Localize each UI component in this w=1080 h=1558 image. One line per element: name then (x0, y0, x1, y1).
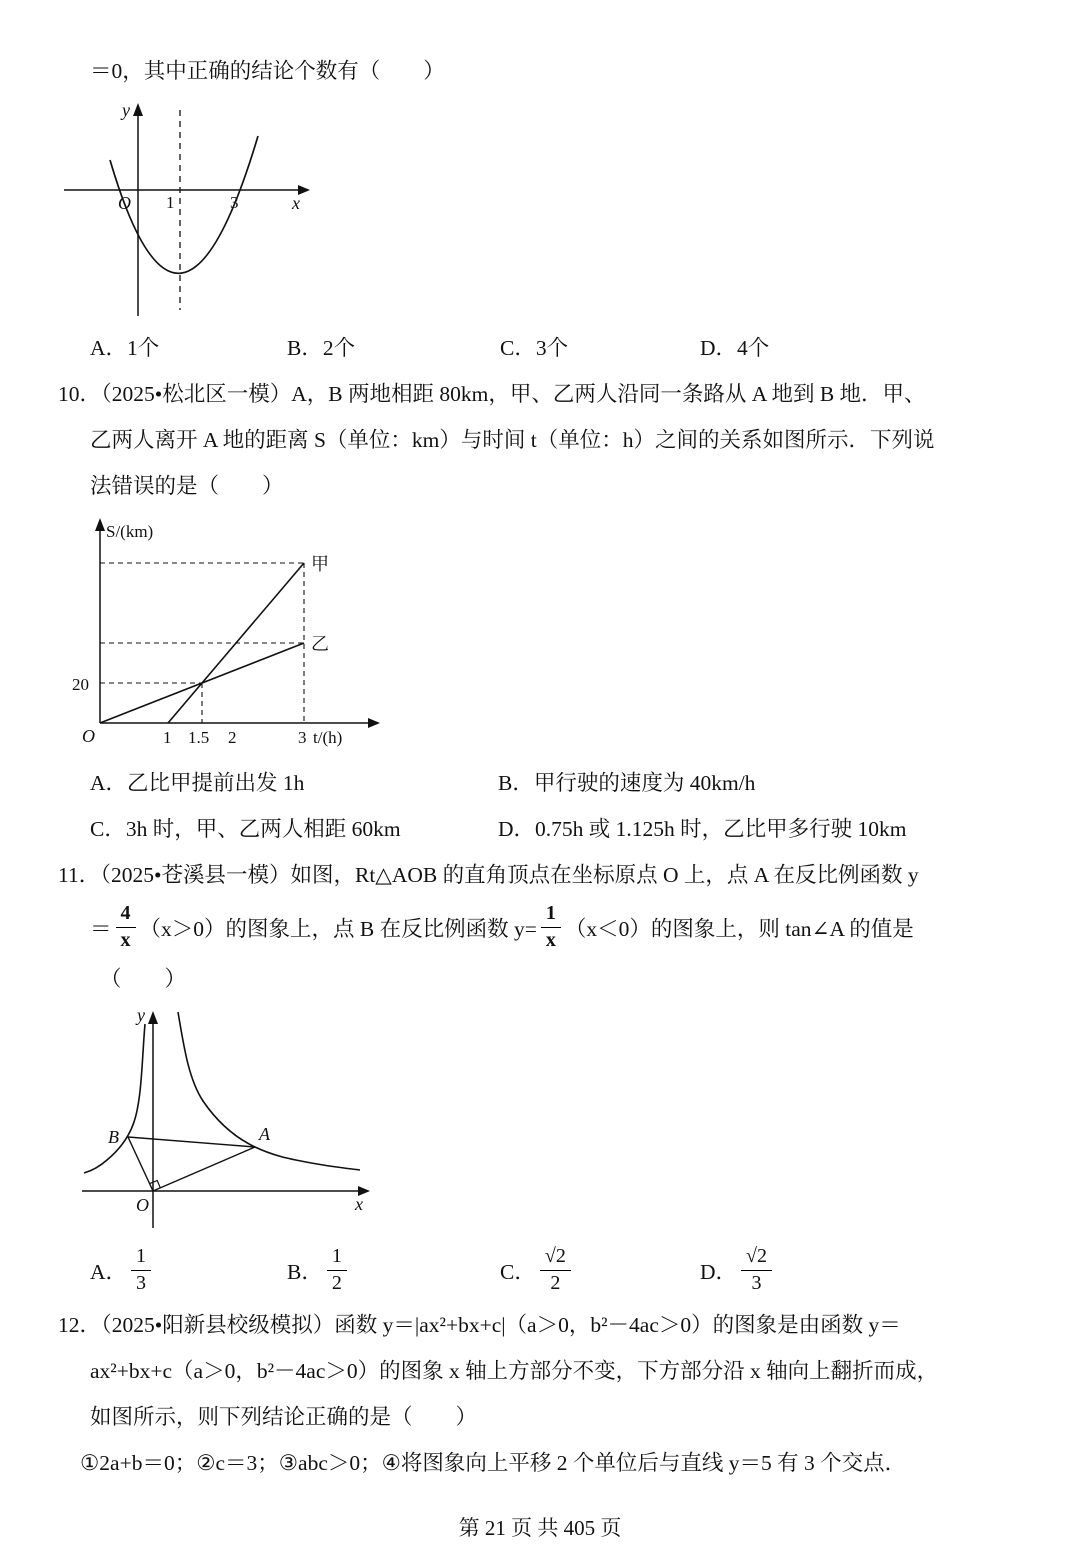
q11-options (90, 1238, 1036, 1302)
q10-text-line3: 法错误的是（ ） (90, 474, 284, 498)
q9-option-a: A．1个 (90, 336, 160, 360)
q9-option-c: C．3个 (500, 336, 569, 360)
hyperbola-graph (78, 1006, 388, 1236)
q9-figure (58, 98, 1036, 323)
fig2-jia-label: 甲 (311, 554, 329, 574)
t-axis-arrow (368, 718, 380, 728)
q9-tail-text: ＝0，其中正确的结论个数有（ ） (90, 59, 445, 83)
parabola-graph (58, 98, 318, 323)
y-axis-arrow (148, 1011, 158, 1024)
fig3-point-b-label: B (108, 1127, 119, 1147)
q11-text-line1: 11．（2025•苍溪县一模）如图，Rt△AOB 的直角顶点在坐标原点 O 上，点 A 在反比例函数 y (58, 863, 919, 887)
fig2-yi-label: 乙 (311, 634, 329, 654)
q11-option-b: B． $\frac{1}{2}$ (287, 1245, 500, 1295)
q11-option-c: C． $\frac{√2}{2}$ (500, 1245, 700, 1295)
q10-option-d: D．0.75h 或 1.125h 时，乙比甲多行驶 10km (498, 817, 907, 841)
segment-OB (128, 1137, 153, 1191)
q11-option-d: D． $\frac{√2}{3}$ (700, 1245, 776, 1295)
fraction-sqrt2-2: $\frac{√2}{2}$ (540, 1245, 571, 1295)
segment-OA (153, 1147, 255, 1191)
q11-text-line2 (90, 898, 1036, 956)
fig2-tick-2: 2 (228, 728, 237, 747)
q10-option-b: B．甲行驶的速度为 40km/h (498, 771, 756, 795)
q11-text-segment2: （x＞0）的图象上，点 B 在反比例函数 y= (139, 916, 537, 941)
distance-time-graph (70, 513, 400, 758)
fig1-tick-3: 3 (230, 193, 239, 212)
segment-BA (128, 1137, 255, 1147)
fig1-x-label: x (292, 193, 300, 213)
fig2-tick-20: 20 (72, 675, 89, 694)
page-footer: 第 21 页 共 405 页 (458, 1516, 622, 1540)
q12-text-line1: 12．（2025•阳新县校级模拟）函数 y＝|ax²+bx+c|（a＞0，b²－4ac＞0）的图象是由函数 y＝ (58, 1313, 901, 1337)
q11-figure (78, 1006, 1036, 1236)
fig2-tick-3: 3 (298, 728, 307, 747)
fig1-y-label: y (122, 100, 130, 120)
fraction-1-2: $\frac{1}{2}$ (327, 1245, 347, 1295)
q9-options (90, 325, 1036, 371)
fig1-tick-1: 1 (166, 193, 175, 212)
q11-option-a: A． $\frac{1}{3}$ (90, 1245, 287, 1295)
fig2-t-axis-label: t/(h) (313, 728, 343, 747)
q10-figure (70, 513, 1036, 758)
dashed-guides (100, 563, 304, 723)
q9-option-d: D．4个 (700, 336, 770, 360)
fig2-s-axis-label: S/(km) (106, 522, 154, 541)
q10-option-a: A．乙比甲提前出发 1h (90, 771, 305, 795)
q9-option-b: B．2个 (287, 336, 356, 360)
fig1-origin-label: O (118, 193, 131, 213)
q10-options-row2 (90, 806, 1036, 852)
hyperbola-branch-left (84, 1024, 145, 1173)
q12-conclusions-line: ①2a+b＝0；②c＝3；③abc＞0；④将图象向上平移 2 个单位后与直线 y＝5 有 3 个交点． (80, 1451, 907, 1475)
fraction-1-3: $\frac{1}{3}$ (131, 1245, 151, 1295)
q12-text-line2: ax²+bx+c（a＞0，b²－4ac＞0）的图象 x 轴上方部分不变，下方部分沿 x 轴向上翻折而成， (90, 1359, 939, 1383)
hyperbola-branch-right (178, 1012, 360, 1170)
fig3-y-label: y (137, 1006, 145, 1025)
y-axis-arrow (133, 103, 143, 116)
q11-text-line3: （ ） (100, 967, 187, 991)
q10-text-line1: 10．（2025•松北区一模）A，B 两地相距 80km，甲、乙两人沿同一条路从 A 地到 B 地．甲、 (58, 382, 926, 406)
fig2-tick-1-5: 1.5 (188, 728, 210, 747)
fig2-origin-label: O (82, 726, 95, 746)
q11-fraction-1-over-x: $\frac{1}{x}$ (541, 902, 561, 952)
q11-equals-sign: ＝ (90, 916, 112, 941)
q11-text-segment3: （x＜0）的图象上，则 tan∠A 的值是 (564, 916, 914, 941)
fig3-origin-label: O (136, 1195, 149, 1215)
fraction-sqrt2-3: $\frac{√2}{3}$ (741, 1245, 772, 1295)
fig3-x-label: x (355, 1194, 363, 1214)
fig3-point-a-label: A (259, 1124, 270, 1144)
q12-text-line3: 如图所示，则下列结论正确的是（ ） (90, 1405, 478, 1429)
q11-fraction-4-over-x: $\frac{4}{x}$ (116, 902, 136, 952)
fig2-tick-1: 1 (163, 728, 172, 747)
q10-text-line2: 乙两人离开 A 地的距离 S（单位：km）与时间 t（单位：h）之间的关系如图所示．下列说 (90, 428, 935, 452)
q10-options-row1 (90, 760, 1036, 806)
q10-option-c: C．3h 时，甲、乙两人相距 60km (90, 817, 401, 841)
s-axis-arrow (95, 518, 105, 531)
